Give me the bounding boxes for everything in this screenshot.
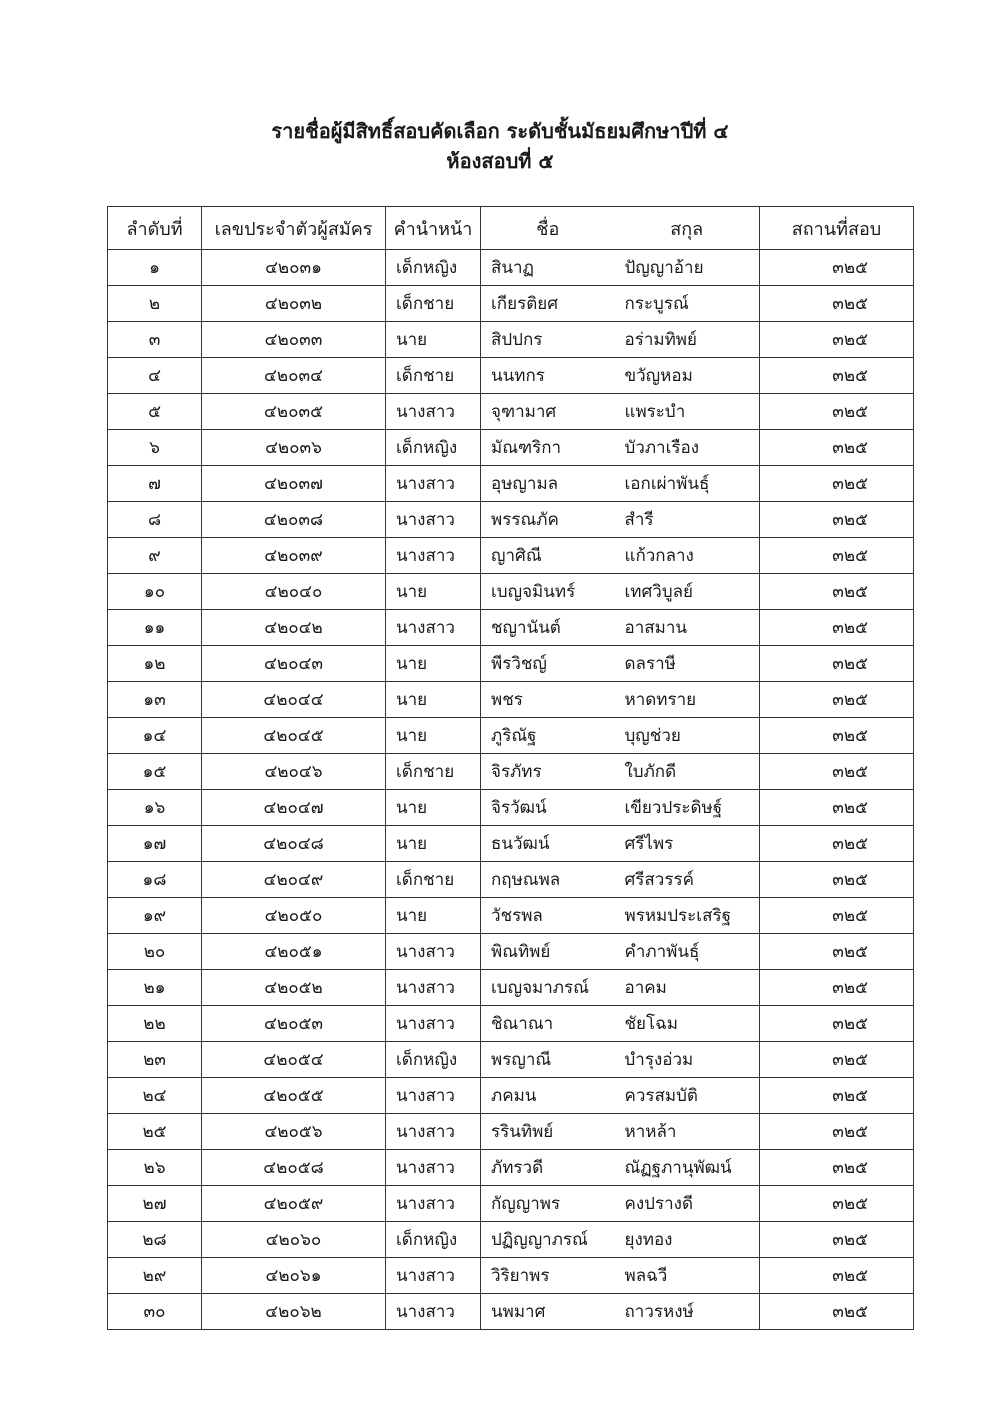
cell-exam-room: ๓๒๕ <box>760 1186 914 1222</box>
cell-exam-room: ๓๒๕ <box>760 430 914 466</box>
table-row <box>108 358 914 394</box>
table-row <box>108 1150 914 1186</box>
cell-first-name: พรรณภัค <box>481 502 615 538</box>
cell-last-name: บุญช่วย <box>615 718 760 754</box>
cell-last-name: หาดทราย <box>615 682 760 718</box>
cell-last-name: บำรุงอ่วม <box>615 1042 760 1078</box>
cell-exam-room: ๓๒๕ <box>760 1006 914 1042</box>
cell-order: ๒๓ <box>108 1042 202 1078</box>
table-row <box>108 574 914 610</box>
cell-exam-room: ๓๒๕ <box>760 718 914 754</box>
cell-prefix: นาย <box>386 574 481 610</box>
table-row <box>108 466 914 502</box>
title-line-1: รายชื่อผู้มีสิทธิ์สอบคัดเลือก ระดับชั้นมัธยมศึกษาปีที่ ๔ <box>271 119 729 143</box>
cell-applicant-id: ๔๒๐๕๕ <box>202 1078 386 1114</box>
cell-order: ๑๓ <box>108 682 202 718</box>
cell-exam-room: ๓๒๕ <box>760 754 914 790</box>
cell-last-name: อร่ามทิพย์ <box>615 322 760 358</box>
cell-order: ๗ <box>108 466 202 502</box>
cell-applicant-id: ๔๒๐๓๕ <box>202 394 386 430</box>
cell-first-name: เบญจมาภรณ์ <box>481 970 615 1006</box>
cell-prefix: นางสาว <box>386 1294 481 1330</box>
cell-applicant-id: ๔๒๐๕๔ <box>202 1042 386 1078</box>
table-row <box>108 502 914 538</box>
cell-applicant-id: ๔๒๐๔๖ <box>202 754 386 790</box>
cell-order: ๒๘ <box>108 1222 202 1258</box>
cell-exam-room: ๓๒๕ <box>760 1078 914 1114</box>
cell-applicant-id: ๔๒๐๖๒ <box>202 1294 386 1330</box>
cell-exam-room: ๓๒๕ <box>760 682 914 718</box>
cell-prefix: เด็กชาย <box>386 286 481 322</box>
cell-first-name: นพมาศ <box>481 1294 615 1330</box>
cell-last-name: ถาวรหงษ์ <box>615 1294 760 1330</box>
cell-order: ๑๑ <box>108 610 202 646</box>
cell-applicant-id: ๔๒๐๓๔ <box>202 358 386 394</box>
cell-exam-room: ๓๒๕ <box>760 394 914 430</box>
cell-exam-room: ๓๒๕ <box>760 250 914 286</box>
cell-last-name: แพระบำ <box>615 394 760 430</box>
cell-order: ๑๘ <box>108 862 202 898</box>
cell-order: ๒๕ <box>108 1114 202 1150</box>
cell-first-name: ธนวัฒน์ <box>481 826 615 862</box>
cell-first-name: พีรวิชญ์ <box>481 646 615 682</box>
cell-order: ๕ <box>108 394 202 430</box>
cell-first-name: ภัทรวดี <box>481 1150 615 1186</box>
cell-last-name: ดลราษี <box>615 646 760 682</box>
cell-first-name: ชิณาณา <box>481 1006 615 1042</box>
cell-applicant-id: ๔๒๐๕๖ <box>202 1114 386 1150</box>
cell-last-name: บัวภาเรือง <box>615 430 760 466</box>
cell-order: ๑๐ <box>108 574 202 610</box>
cell-first-name: ญาศิณี <box>481 538 615 574</box>
table-row <box>108 1042 914 1078</box>
cell-first-name: พรญาณี <box>481 1042 615 1078</box>
cell-exam-room: ๓๒๕ <box>760 646 914 682</box>
cell-applicant-id: ๔๒๐๓๘ <box>202 502 386 538</box>
cell-prefix: นางสาว <box>386 1186 481 1222</box>
cell-last-name: ชัยโฉม <box>615 1006 760 1042</box>
cell-prefix: เด็กหญิง <box>386 430 481 466</box>
cell-prefix: นางสาว <box>386 1258 481 1294</box>
cell-last-name: คงปรางดี <box>615 1186 760 1222</box>
cell-exam-room: ๓๒๕ <box>760 1294 914 1330</box>
cell-order: ๒๐ <box>108 934 202 970</box>
cell-prefix: นาย <box>386 826 481 862</box>
cell-exam-room: ๓๒๕ <box>760 790 914 826</box>
cell-last-name: ศรีไพร <box>615 826 760 862</box>
cell-prefix: นางสาว <box>386 1006 481 1042</box>
cell-exam-room: ๓๒๕ <box>760 358 914 394</box>
cell-first-name: พิณทิพย์ <box>481 934 615 970</box>
cell-prefix: นาย <box>386 646 481 682</box>
table-row <box>108 538 914 574</box>
header-order: ลำดับที่ <box>108 207 202 250</box>
cell-first-name: วิริยาพร <box>481 1258 615 1294</box>
cell-prefix: เด็กชาย <box>386 358 481 394</box>
cell-last-name: เทศวิบูลย์ <box>615 574 760 610</box>
cell-last-name: เอกเผ่าพันธุ์ <box>615 466 760 502</box>
table-row <box>108 934 914 970</box>
cell-exam-room: ๓๒๕ <box>760 1150 914 1186</box>
cell-exam-room: ๓๒๕ <box>760 1114 914 1150</box>
cell-exam-room: ๓๒๕ <box>760 1258 914 1294</box>
cell-applicant-id: ๔๒๐๔๐ <box>202 574 386 610</box>
cell-exam-room: ๓๒๕ <box>760 322 914 358</box>
cell-order: ๑๔ <box>108 718 202 754</box>
cell-last-name: พลฉวี <box>615 1258 760 1294</box>
cell-prefix: เด็กชาย <box>386 754 481 790</box>
cell-first-name: ชญานันต์ <box>481 610 615 646</box>
cell-last-name: ปัญญาอ้าย <box>615 250 760 286</box>
cell-applicant-id: ๔๒๐๔๕ <box>202 718 386 754</box>
cell-applicant-id: ๔๒๐๔๔ <box>202 682 386 718</box>
cell-prefix: เด็กหญิง <box>386 1042 481 1078</box>
candidate-table <box>107 206 914 1330</box>
cell-order: ๑๖ <box>108 790 202 826</box>
cell-order: ๒๑ <box>108 970 202 1006</box>
table-row <box>108 286 914 322</box>
cell-applicant-id: ๔๒๐๓๗ <box>202 466 386 502</box>
cell-order: ๒๗ <box>108 1186 202 1222</box>
document-title <box>0 116 1000 176</box>
cell-order: ๒๙ <box>108 1258 202 1294</box>
cell-last-name: อาคม <box>615 970 760 1006</box>
table-body <box>108 250 914 1330</box>
cell-last-name: ยุงทอง <box>615 1222 760 1258</box>
cell-applicant-id: ๔๒๐๔๗ <box>202 790 386 826</box>
cell-first-name: จิรภัทร <box>481 754 615 790</box>
cell-order: ๑ <box>108 250 202 286</box>
cell-first-name: อุษญามล <box>481 466 615 502</box>
cell-prefix: นางสาว <box>386 610 481 646</box>
cell-order: ๘ <box>108 502 202 538</box>
header-exam-room: สถานที่สอบ <box>760 207 914 250</box>
cell-exam-room: ๓๒๕ <box>760 610 914 646</box>
cell-applicant-id: ๔๒๐๔๒ <box>202 610 386 646</box>
cell-prefix: เด็กชาย <box>386 862 481 898</box>
cell-prefix: เด็กหญิง <box>386 250 481 286</box>
cell-exam-room: ๓๒๕ <box>760 1042 914 1078</box>
cell-exam-room: ๓๒๕ <box>760 466 914 502</box>
cell-applicant-id: ๔๒๐๖๐ <box>202 1222 386 1258</box>
cell-exam-room: ๓๒๕ <box>760 574 914 610</box>
cell-order: ๓ <box>108 322 202 358</box>
cell-last-name: ขวัญหอม <box>615 358 760 394</box>
cell-first-name: พชร <box>481 682 615 718</box>
cell-prefix: นางสาว <box>386 934 481 970</box>
cell-first-name: วัชรพล <box>481 898 615 934</box>
cell-exam-room: ๓๒๕ <box>760 934 914 970</box>
cell-prefix: นางสาว <box>386 394 481 430</box>
cell-order: ๙ <box>108 538 202 574</box>
table-row <box>108 610 914 646</box>
header-applicant-id: เลขประจำตัวผู้สมัคร <box>202 207 386 250</box>
title-line-2: ห้องสอบที่ ๕ <box>446 149 554 173</box>
cell-applicant-id: ๔๒๐๔๘ <box>202 826 386 862</box>
cell-prefix: เด็กหญิง <box>386 1222 481 1258</box>
cell-prefix: นาย <box>386 898 481 934</box>
cell-prefix: นางสาว <box>386 1150 481 1186</box>
cell-first-name: นนทกร <box>481 358 615 394</box>
table-row <box>108 1006 914 1042</box>
cell-first-name: สิปปกร <box>481 322 615 358</box>
cell-applicant-id: ๔๒๐๓๙ <box>202 538 386 574</box>
cell-order: ๒๒ <box>108 1006 202 1042</box>
table-row <box>108 754 914 790</box>
table-row <box>108 718 914 754</box>
header-prefix: คำนำหน้า <box>386 207 481 250</box>
cell-order: ๒๔ <box>108 1078 202 1114</box>
cell-first-name: จุฑามาศ <box>481 394 615 430</box>
table-row <box>108 250 914 286</box>
cell-first-name: เบญจมินทร์ <box>481 574 615 610</box>
cell-last-name: ใบภักดี <box>615 754 760 790</box>
header-first-name: ชื่อ <box>481 207 615 250</box>
cell-applicant-id: ๔๒๐๖๑ <box>202 1258 386 1294</box>
cell-prefix: นาย <box>386 322 481 358</box>
table-row <box>108 322 914 358</box>
table-row <box>108 1114 914 1150</box>
cell-first-name: จิรวัฒน์ <box>481 790 615 826</box>
table-row <box>108 1078 914 1114</box>
cell-exam-room: ๓๒๕ <box>760 502 914 538</box>
cell-prefix: นาย <box>386 718 481 754</box>
cell-applicant-id: ๔๒๐๕๓ <box>202 1006 386 1042</box>
cell-first-name: มัณฑริกา <box>481 430 615 466</box>
cell-first-name: เกียรติยศ <box>481 286 615 322</box>
cell-exam-room: ๓๒๕ <box>760 1222 914 1258</box>
cell-first-name: สินาฏ <box>481 250 615 286</box>
cell-exam-room: ๓๒๕ <box>760 286 914 322</box>
table-row <box>108 646 914 682</box>
table-row <box>108 826 914 862</box>
cell-applicant-id: ๔๒๐๕๘ <box>202 1150 386 1186</box>
table-row <box>108 394 914 430</box>
table-row <box>108 430 914 466</box>
header-last-name: สกุล <box>615 207 760 250</box>
cell-prefix: นางสาว <box>386 970 481 1006</box>
cell-last-name: กระบูรณ์ <box>615 286 760 322</box>
cell-applicant-id: ๔๒๐๓๒ <box>202 286 386 322</box>
cell-last-name: คำภาพันธุ์ <box>615 934 760 970</box>
cell-last-name: ณัฏฐภานุพัฒน์ <box>615 1150 760 1186</box>
table-row <box>108 790 914 826</box>
cell-prefix: นาย <box>386 682 481 718</box>
cell-order: ๒ <box>108 286 202 322</box>
table-row <box>108 862 914 898</box>
cell-prefix: นางสาว <box>386 502 481 538</box>
table-row <box>108 1222 914 1258</box>
table-row <box>108 898 914 934</box>
cell-order: ๔ <box>108 358 202 394</box>
cell-applicant-id: ๔๒๐๕๑ <box>202 934 386 970</box>
cell-first-name: รรินทิพย์ <box>481 1114 615 1150</box>
cell-order: ๖ <box>108 430 202 466</box>
cell-last-name: สำรี <box>615 502 760 538</box>
cell-prefix: นางสาว <box>386 1114 481 1150</box>
cell-last-name: อาสมาน <box>615 610 760 646</box>
cell-exam-room: ๓๒๕ <box>760 970 914 1006</box>
cell-applicant-id: ๔๒๐๕๒ <box>202 970 386 1006</box>
cell-first-name: กัญญาพร <box>481 1186 615 1222</box>
table-row <box>108 1186 914 1222</box>
cell-applicant-id: ๔๒๐๓๖ <box>202 430 386 466</box>
table-header-row <box>108 207 914 250</box>
cell-exam-room: ๓๒๕ <box>760 826 914 862</box>
cell-first-name: ภคมน <box>481 1078 615 1114</box>
cell-applicant-id: ๔๒๐๕๙ <box>202 1186 386 1222</box>
cell-prefix: นางสาว <box>386 538 481 574</box>
cell-order: ๓๐ <box>108 1294 202 1330</box>
cell-order: ๑๒ <box>108 646 202 682</box>
cell-exam-room: ๓๒๕ <box>760 538 914 574</box>
cell-last-name: ศรีสวรรค์ <box>615 862 760 898</box>
cell-last-name: ควรสมบัติ <box>615 1078 760 1114</box>
cell-applicant-id: ๔๒๐๓๑ <box>202 250 386 286</box>
cell-last-name: พรหมประเสริฐ <box>615 898 760 934</box>
cell-applicant-id: ๔๒๐๕๐ <box>202 898 386 934</box>
cell-first-name: ปฏิญญาภรณ์ <box>481 1222 615 1258</box>
cell-order: ๑๕ <box>108 754 202 790</box>
cell-last-name: เขียวประดิษฐ์ <box>615 790 760 826</box>
cell-applicant-id: ๔๒๐๔๓ <box>202 646 386 682</box>
cell-prefix: นางสาว <box>386 1078 481 1114</box>
cell-exam-room: ๓๒๕ <box>760 898 914 934</box>
table-row <box>108 970 914 1006</box>
cell-exam-room: ๓๒๕ <box>760 862 914 898</box>
cell-last-name: หาหล้า <box>615 1114 760 1150</box>
cell-first-name: กฤษณพล <box>481 862 615 898</box>
table-row <box>108 1294 914 1330</box>
cell-applicant-id: ๔๒๐๓๓ <box>202 322 386 358</box>
cell-first-name: ภูริณัฐ <box>481 718 615 754</box>
table-row <box>108 1258 914 1294</box>
cell-prefix: นางสาว <box>386 466 481 502</box>
cell-order: ๑๙ <box>108 898 202 934</box>
cell-order: ๒๖ <box>108 1150 202 1186</box>
cell-applicant-id: ๔๒๐๔๙ <box>202 862 386 898</box>
cell-order: ๑๗ <box>108 826 202 862</box>
cell-prefix: นาย <box>386 790 481 826</box>
table-row <box>108 682 914 718</box>
cell-last-name: แก้วกลาง <box>615 538 760 574</box>
